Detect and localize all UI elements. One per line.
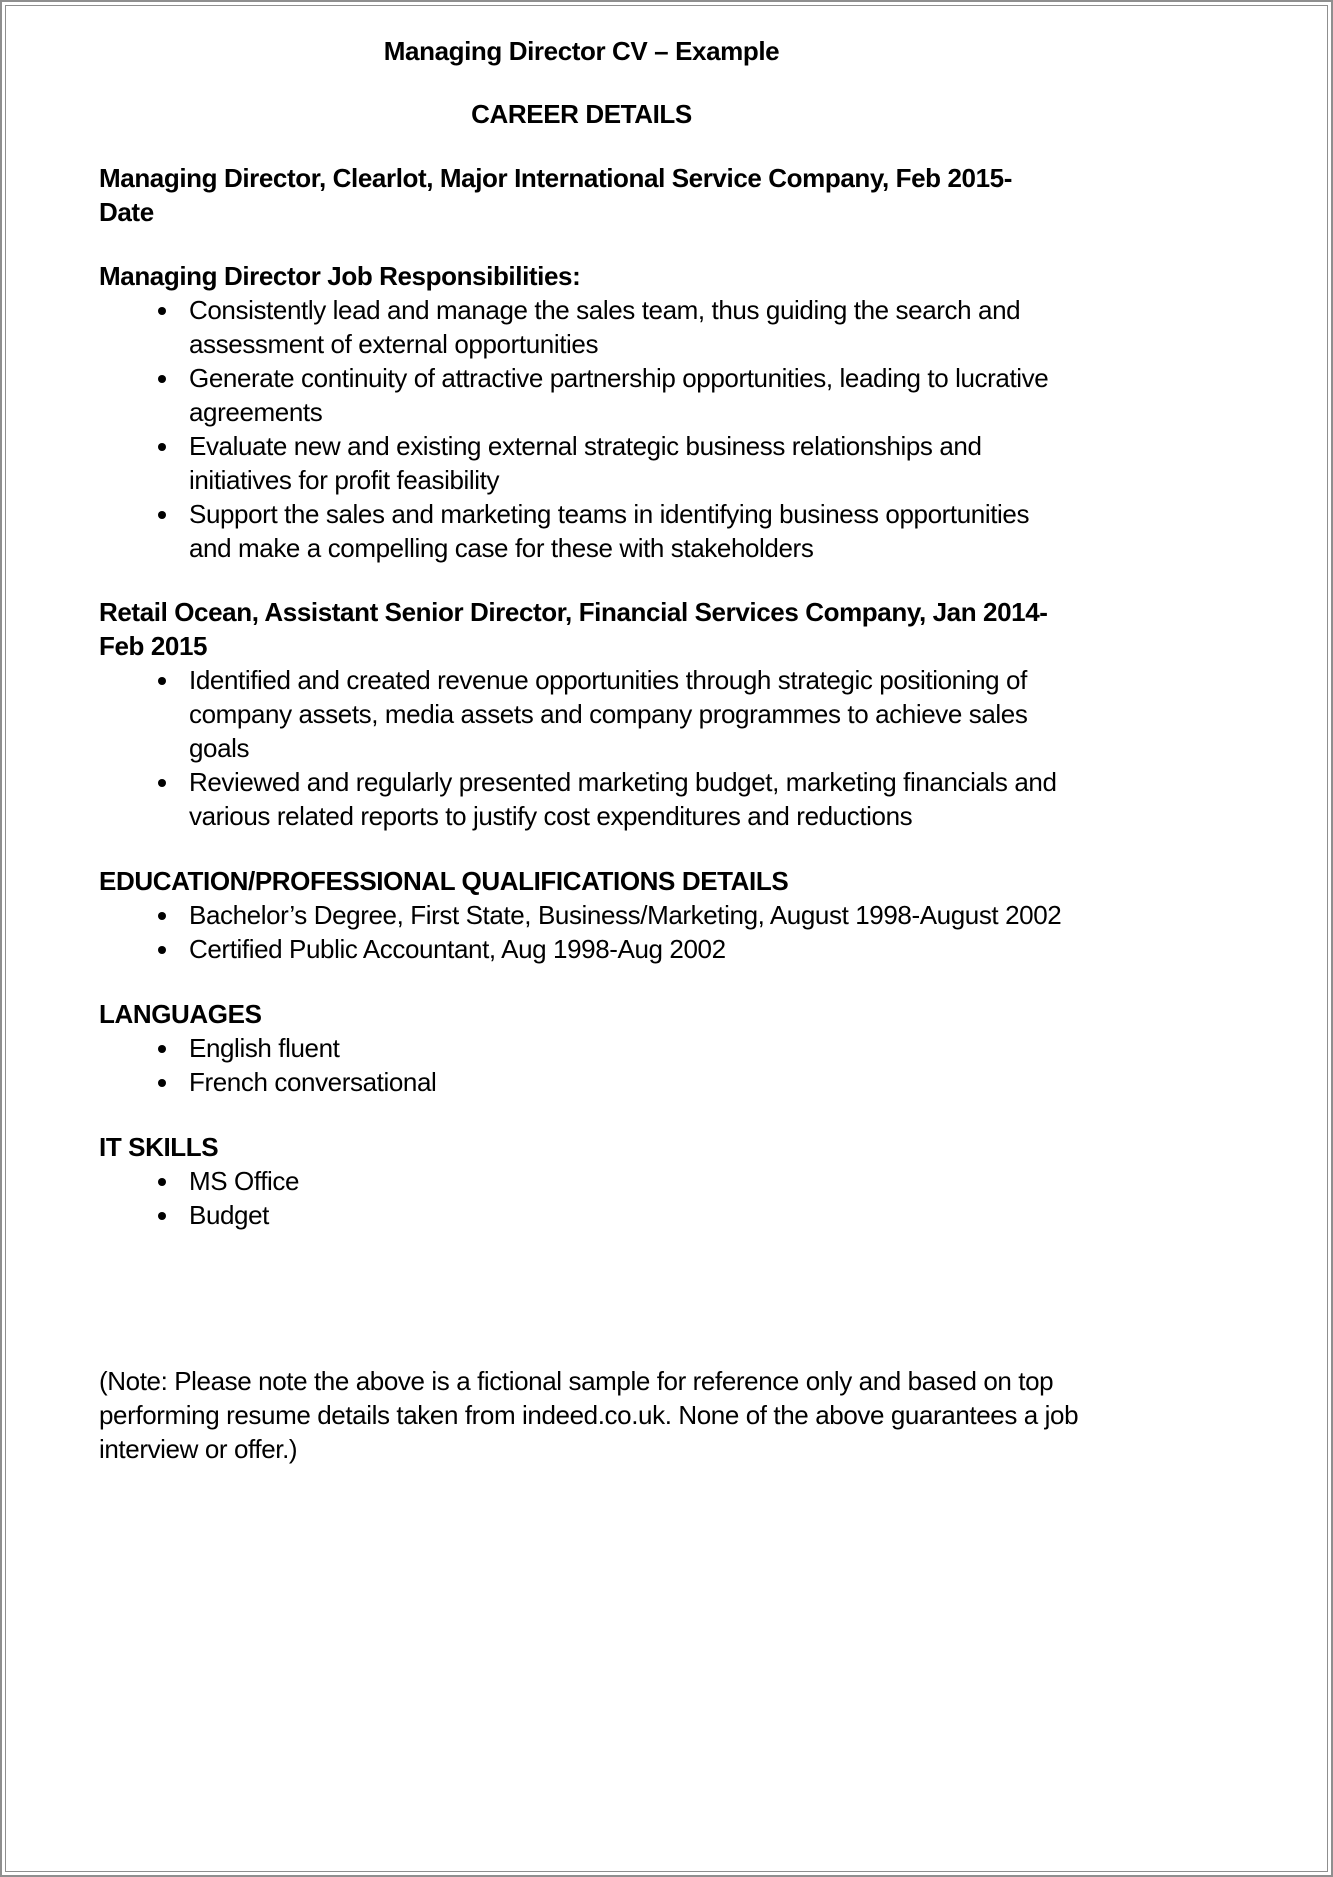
job-2-heading: Retail Ocean, Assistant Senior Director, Financial Services Company, Jan 2014-Feb 2015 <box>99 597 1048 661</box>
job-2-bullet: • Reviewed and regularly presented marketing budget, marketing financials and various related reports to justify cost expenditures and reductions <box>181 765 1064 833</box>
job-1-bullet: • Generate continuity of attractive partnership opportunities, leading to lucrative agreements <box>181 361 1064 429</box>
education-heading: EDUCATION/PROFESSIONAL QUALIFICATIONS DETAILS <box>99 866 789 896</box>
languages-bullet-list <box>99 1031 1064 1099</box>
education-bullet: • Certified Public Accountant, Aug 1998-Aug 2002 <box>181 932 1064 966</box>
language-bullet: • English fluent <box>181 1031 1064 1065</box>
it-skills-bullet-list <box>99 1164 1064 1232</box>
document-page-border <box>5 5 1328 1872</box>
document-content <box>6 6 1079 1466</box>
it-skills-heading: IT SKILLS <box>99 1132 219 1162</box>
languages-heading: LANGUAGES <box>99 999 262 1029</box>
job-1-heading: Managing Director, Clearlot, Major International Service Company, Feb 2015-Date <box>99 163 1012 227</box>
document-title: Managing Director CV – Example <box>383 36 780 66</box>
it-skill-bullet: • MS Office <box>181 1164 1064 1198</box>
job-2-bullet: • Identified and created revenue opportunities through strategic positioning of company assets, media assets and company programmes to achieve sales goals <box>181 663 1064 765</box>
job-2-bullet-list <box>99 663 1064 833</box>
it-skill-bullet: • Budget <box>181 1198 1064 1232</box>
language-bullet: • French conversational <box>181 1065 1064 1099</box>
job-1-responsibilities-heading: Managing Director Job Responsibilities: <box>99 261 581 291</box>
job-1-bullet-list <box>99 293 1064 565</box>
job-1-bullet: • Support the sales and marketing teams in identifying business opportunities and make a compelling case for these with stakeholders <box>181 497 1064 565</box>
job-1-bullet: • Evaluate new and existing external strategic business relationships and initiatives for profit feasibility <box>181 429 1064 497</box>
education-bullet-list <box>99 898 1064 966</box>
job-1-bullet: • Consistently lead and manage the sales team, thus guiding the search and assessment of external opportunities <box>181 293 1064 361</box>
education-bullet: • Bachelor’s Degree, First State, Business/Marketing, August 1998-August 2002 <box>181 898 1064 932</box>
career-details-heading: CAREER DETAILS <box>471 99 692 129</box>
disclaimer-note: (Note: Please note the above is a fictional sample for reference only and based on top performing resume details taken from indeed.co.uk. None of the above guarantees a job interview or offer.) <box>99 1366 1079 1464</box>
